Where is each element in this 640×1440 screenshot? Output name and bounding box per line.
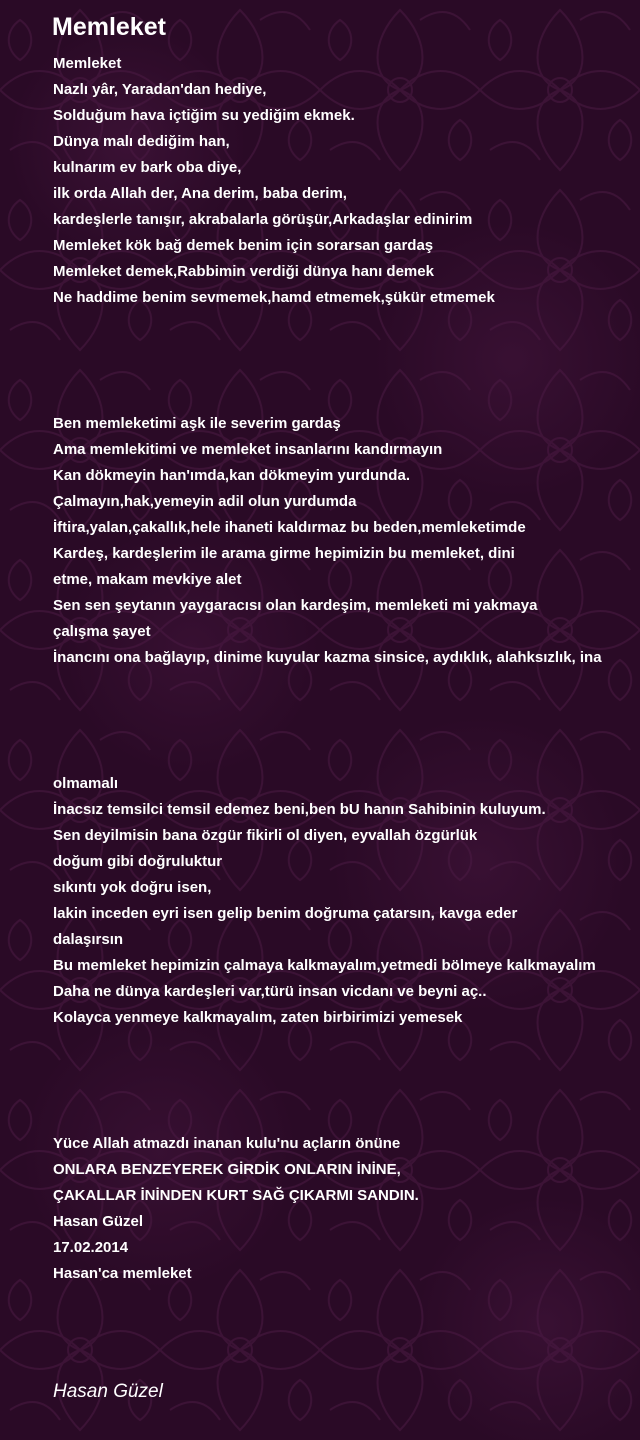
poem-line: Ne haddime benim sevmemek,hamd etmemek,şükür etmemek [53, 289, 495, 306]
poem-line: İftira,yalan,çakallık,hele ihaneti kaldırmaz bu beden,memleketimde [53, 519, 526, 536]
poem-line: Hasan Güzel [53, 1213, 144, 1230]
poem-line: Kardeş, kardeşlerim ile arama girme hepimizin bu memleket, dini [53, 545, 515, 562]
poem-line: Memleket demek,Rabbimin verdiği dünya hanı demek [53, 263, 434, 280]
poem-line: olmamalı [53, 775, 119, 792]
poem-line: İnancını ona bağlayıp, dinime kuyular kazma sinsice, aydıklık, alahksızlık, ina [53, 649, 602, 666]
poem-author: Hasan Güzel [53, 1381, 163, 1402]
poem-line: sıkıntı yok doğru isen, [53, 879, 212, 896]
poem-line: Daha ne dünya kardeşleri var,türü insan vicdanı ve beyni aç.. [53, 983, 487, 1000]
stanza-1 [53, 51, 495, 311]
poem-line: Hasan'ca memleket [53, 1265, 192, 1282]
poem-line: Ama memlekitimi ve memleket insanlarını kandırmayın [53, 441, 443, 458]
poem-line: 17.02.2014 [53, 1239, 129, 1256]
poem-line: İnacsız temsilci temsil edemez beni,ben bU hanın Sahibinin kuluyum. [53, 801, 546, 818]
poem-line: Kan dökmeyin han'ımda,kan dökmeyim yurdunda. [53, 467, 410, 484]
poem-line: Çalmayın,hak,yemeyin adil olun yurdumda [53, 493, 357, 510]
poem-line: etme, makam mevkiye alet [53, 571, 242, 588]
poem-line: Nazlı yâr, Yaradan'dan hediye, [53, 81, 267, 98]
poem-line: Memleket kök bağ demek benim için sorarsan gardaş [53, 237, 434, 254]
poem-line: Sen sen şeytanın yaygaracısı olan kardeşim, memleketi mi yakmaya [53, 597, 538, 614]
poem-line: dalaşırsın [53, 931, 124, 948]
poem-line: Ben memleketimi aşk ile severim gardaş [53, 415, 341, 432]
poem-line: doğum gibi doğruluktur [53, 853, 223, 870]
poem-line: ONLARA BENZEYEREK GİRDİK ONLARIN İNİNE, [53, 1161, 401, 1178]
poem-line: Solduğum hava içtiğim su yediğim ekmek. [53, 107, 355, 124]
stanza-2 [53, 411, 602, 671]
poem-line: kulnarım ev bark oba diye, [53, 159, 242, 176]
poem-line: ilk orda Allah der, Ana derim, baba derim, [53, 185, 347, 202]
poem-line: Dünya malı dediğim han, [53, 133, 230, 150]
poem-line: kardeşlerle tanışır, akrabalarla görüşür,Arkadaşlar edinirim [53, 211, 473, 228]
poem-line: Bu memleket hepimizin çalmaya kalkmayalım,yetmedi bölmeye kalkmayalım [53, 957, 596, 974]
stanza-3 [53, 771, 596, 1031]
poem-line: ÇAKALLAR İNİNDEN KURT SAĞ ÇIKARMI SANDIN. [53, 1187, 419, 1204]
poem-line: lakin inceden eyri isen gelip benim doğruma çatarsın, kavga eder [53, 905, 518, 922]
poem-line: Sen deyilmisin bana özgür fikirli ol diyen, eyvallah özgürlük [53, 827, 478, 844]
poem-line: çalışma şayet [53, 623, 151, 640]
stanza-4 [53, 1131, 419, 1287]
poem-line: Memleket [53, 55, 122, 72]
poem-title: Memleket [52, 13, 166, 41]
poem-line: Yüce Allah atmazdı inanan kulu'nu açların önüne [53, 1135, 401, 1152]
poem-line: Kolayca yenmeye kalkmayalım, zaten birbirimizi yemesek [53, 1009, 463, 1026]
